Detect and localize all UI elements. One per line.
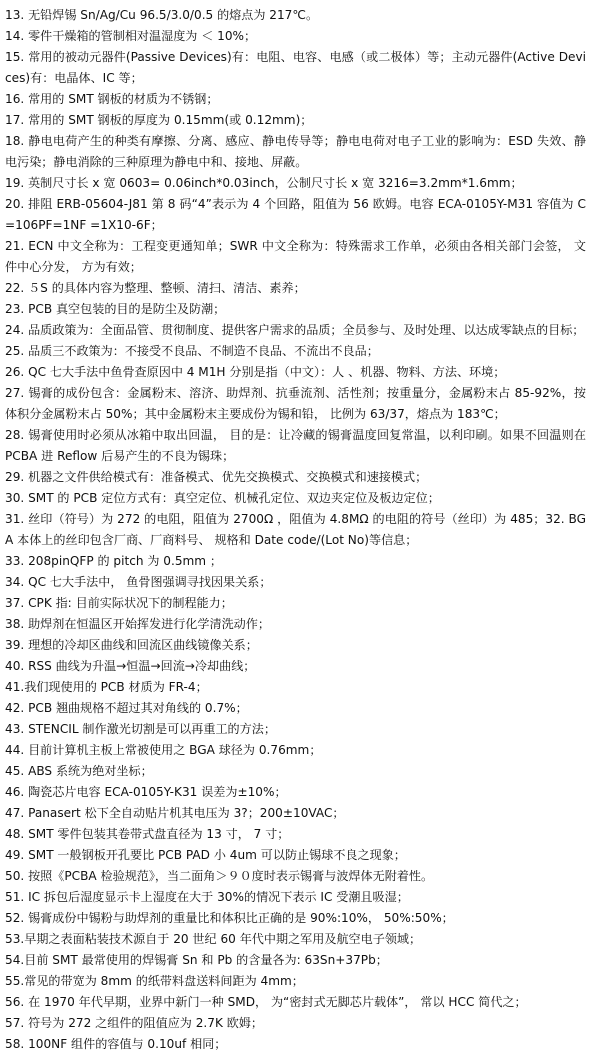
list-item: 41.我们现使用的 PCB 材质为 FR-4； <box>5 680 208 694</box>
list-item: 17. 常用的 SMT 钢板的厚度为 0.15mm(或 0.12mm)； <box>5 113 313 127</box>
list-item: 56. 在 1970 年代早期，业界中新门一种 SMD， 为“密封式无脚芯片载体”， 常以 HCC 简代之； <box>5 995 527 1009</box>
list-item: 18. 静电电荷产生的种类有摩擦、分离、感应、静电传导等；静电电荷对电子工业的影响为：ESD 失效、静电污染；静电消除的三种原理为静电中和、接地、屏蔽。 <box>5 134 586 169</box>
list-item: 45. ABS 系统为绝对坐标； <box>5 764 153 778</box>
list-item: 16. 常用的 SMT 钢板的材质为不锈钢； <box>5 92 219 106</box>
list-item: 46. 陶瓷芯片电容 ECA-0105Y-K31 误差为±10%； <box>5 785 287 799</box>
list-item: 19. 英制尺寸长 x 宽 0603= 0.06inch*0.03inch，公制尺寸长 x 宽 3216=3.2mm*1.6mm； <box>5 176 523 190</box>
list-item: 57. 符号为 272 之组件的阻值应为 2.7K 欧姆； <box>5 1016 264 1030</box>
list-item: 38. 助焊剂在恒温区开始挥发进行化学清洗动作； <box>5 617 270 631</box>
list-item: 39. 理想的冷却区曲线和回流区曲线镜像关系； <box>5 638 258 652</box>
list-item: 20. 排阻 ERB-05604-J81 第 8 码“4”表示为 4 个回路，阻值为 56 欧姆。电容 ECA-0105Y-M31 容值为 C=106PF=1NF =1X10-6F； <box>5 197 586 232</box>
list-item: 34. QC 七大手法中， 鱼骨图强调寻找因果关系； <box>5 575 272 589</box>
list-item: 30. SMT 的 PCB 定位方式有：真空定位、机械孔定位、双边夹定位及板边定位； <box>5 491 440 505</box>
list-item: 47. Panasert 松下全自动贴片机其电压为 3?；200±10VAC； <box>5 806 345 820</box>
list-item: 52. 锡膏成份中锡粉与助焊剂的重量比和体积比正确的是 90%:10%， 50%:50%； <box>5 911 454 925</box>
list-item: 22. ５S 的具体内容为整理、整顿、清扫、清洁、素养； <box>5 281 306 295</box>
list-item: 27. 锡膏的成份包含：金属粉末、溶济、助焊剂、抗垂流剂、活性剂；按重量分，金属粉末占 85-92%，按体积分金属粉末占 50%；其中金属粉末主要成份为锡和铅， 比例为 63/37，熔点为 183℃； <box>5 386 586 421</box>
list-item: 40. RSS 曲线为升温→恒温→回流→冷却曲线； <box>5 659 256 673</box>
list-item: 24. 品质政策为：全面品管、贯彻制度、提供客户需求的品质；全员参与、及时处理、以达成零缺点的目标； <box>5 323 585 337</box>
list-item: 23. PCB 真空包装的目的是防尘及防潮； <box>5 302 226 316</box>
list-item: 48. SMT 零件包装其卷带式盘直径为 13 寸， 7 寸； <box>5 827 290 841</box>
list-item: 28. 锡膏使用时必须从冰箱中取出回温， 目的是：让冷藏的锡膏温度回复常温，以利印刷。如果不回温则在 PCBA 进 Reflow 后易产生的不良为锡珠； <box>5 428 586 463</box>
list-item: 55.常见的带宽为 8mm 的纸带料盘送料间距为 4mm； <box>5 974 304 988</box>
list-item: 31. 丝印（符号）为 272 的电阻，阻值为 2700Ω ，阻值为 4.8MΩ 的电阻的符号（丝印）为 485；32. BGA 本体上的丝印包含厂商、厂商料号、 规格和 Date code/(Lot No)等信息； <box>5 512 586 547</box>
list-item: 13. 无铅焊锡 Sn/Ag/Cu 96.5/3.0/0.5 的熔点为 217℃。 <box>5 8 319 22</box>
list-item: 43. STENCIL 制作激光切割是可以再重工的方法； <box>5 722 276 736</box>
list-item: 49. SMT 一般钢板开孔要比 PCB PAD 小 4um 可以防止锡球不良之现象； <box>5 848 406 862</box>
list-item: 29. 机器之文件供给模式有：准备模式、优先交换模式、交换模式和速接模式； <box>5 470 428 484</box>
list-item: 54.目前 SMT 最常使用的焊锡膏 Sn 和 Pb 的含量各为: 63Sn+37Pb； <box>5 953 388 967</box>
list-item: 21. ECN 中文全称为：工程变更通知单；SWR 中文全称为：特殊需求工作单，必须由各相关部门会签， 文件中心分发， 方为有效； <box>5 239 587 274</box>
list-item: 58. 100NF 组件的容值与 0.10uf 相同； <box>5 1037 227 1051</box>
list-item: 42. PCB 翘曲规格不超过其对角线的 0.7%； <box>5 701 248 715</box>
list-item: 26. QC 七大手法中鱼骨查原因中 4 M1H 分别是指（中文）：人 、机器、物料、方法、环境； <box>5 365 506 379</box>
list-item: 14. 零件干燥箱的管制相对温湿度为 ＜ 10%； <box>5 29 257 43</box>
list-item: 51. IC 拆包后湿度显示卡上湿度在大于 30%的情况下表示 IC 受潮且吸湿； <box>5 890 409 904</box>
list-item: 44. 目前计算机主板上常被使用之 BGA 球径为 0.76mm； <box>5 743 322 757</box>
list-item: 50. 按照《PCBA 检验规范》，当二面角＞９０度时表示锡膏与波焊体无附着性。 <box>5 869 434 883</box>
list-item: 15. 常用的被动元器件(Passive Devices)有：电阻、电容、电感（或二极体）等；主动元器件(Active Devices)有：电晶体、IC 等； <box>5 50 586 85</box>
list-item: 53.早期之表面粘装技术源自于 20 世纪 60 年代中期之军用及航空电子领域； <box>5 932 422 946</box>
list-item: 25. 品质三不政策为：不接受不良品、不制造不良品、不流出不良品； <box>5 344 379 358</box>
list-item: 33. 208pinQFP 的 pitch 为 0.5mm ； <box>5 554 223 568</box>
list-item: 37. CPK 指: 目前实际状况下的制程能力； <box>5 596 233 610</box>
